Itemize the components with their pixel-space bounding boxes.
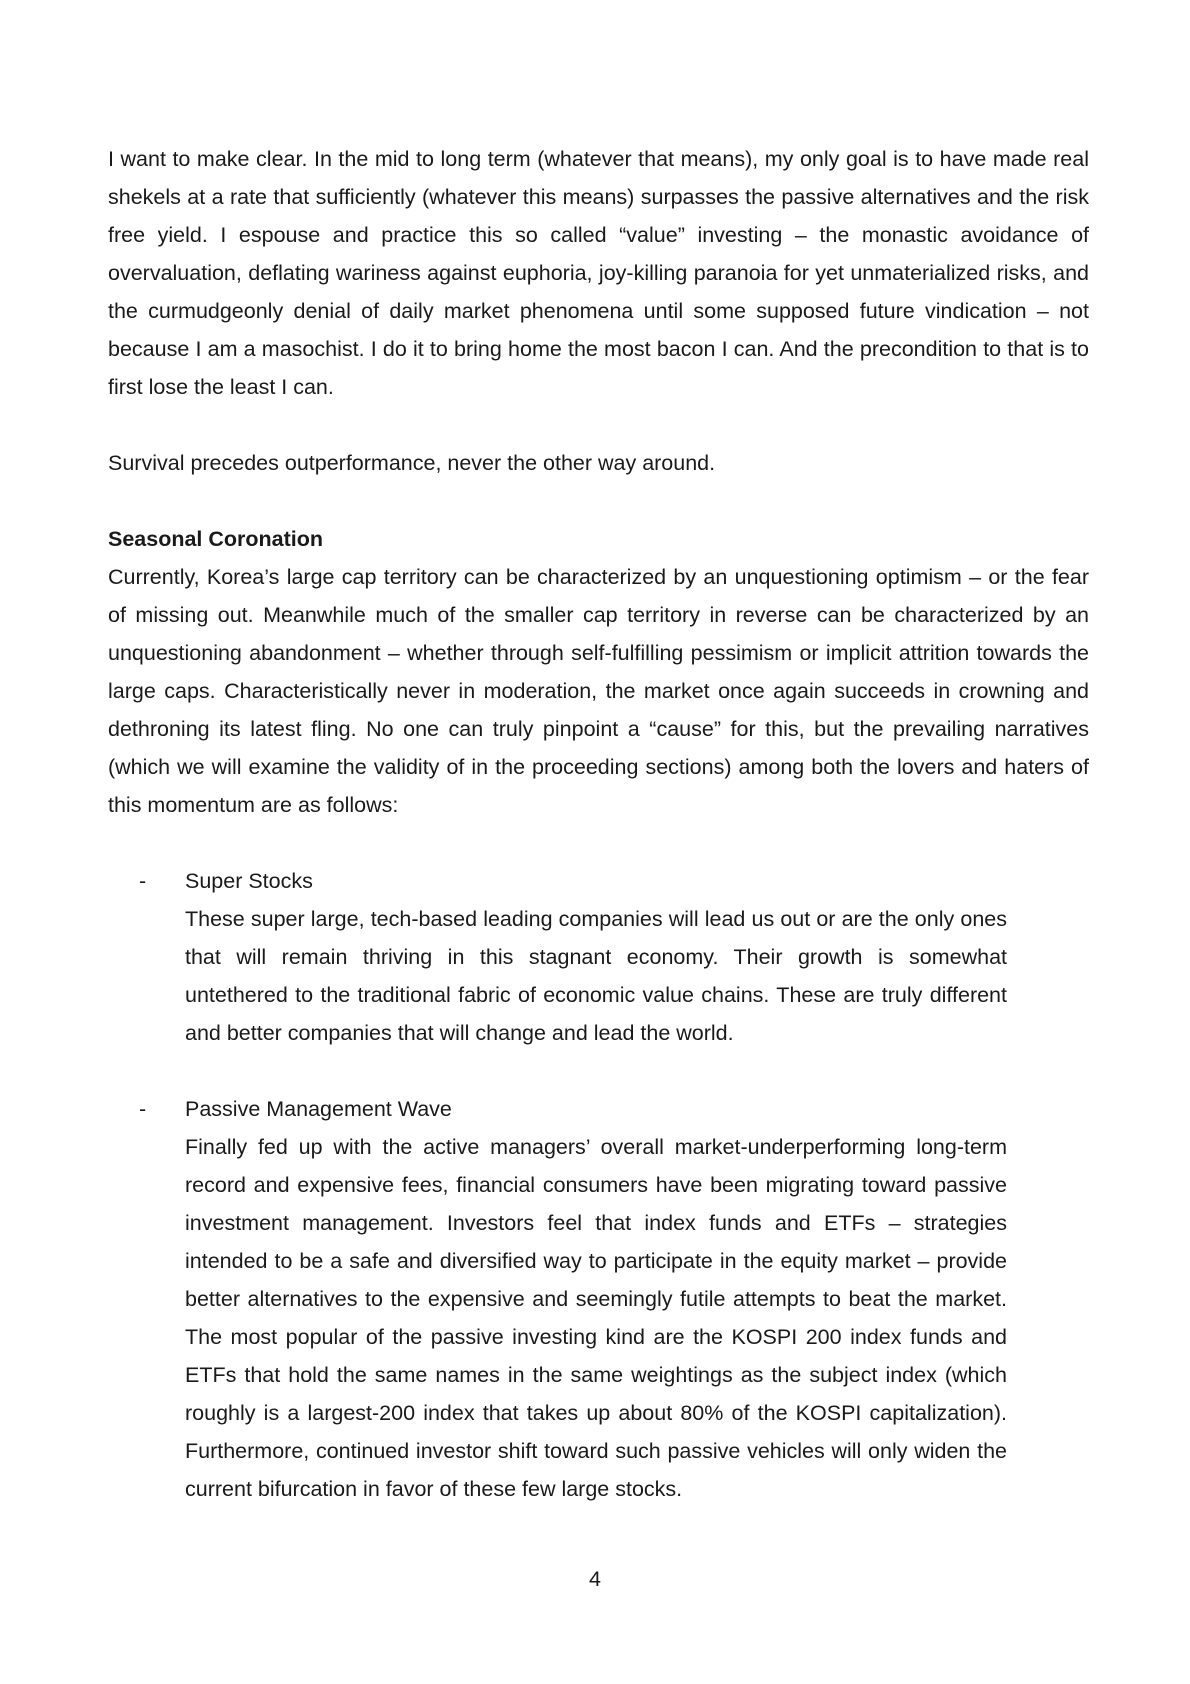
bullet-title: Passive Management Wave	[185, 1097, 452, 1121]
bullet-dash: -	[139, 869, 147, 893]
paragraph-gap	[108, 406, 1089, 444]
bullet-body: These super large, tech-based leading companies will lead us out or are the only ones that will remain thriving in this stagnant economy. Their growth is somewhat untethered to the traditional fabric of economic value chains. These are truly different and better companies that will change and lead the world.	[185, 907, 1007, 1045]
bullet-item-super-stocks	[139, 862, 1007, 1052]
document-page	[108, 140, 1089, 1508]
paragraph-gap	[108, 482, 1089, 520]
survival-paragraph: Survival precedes outperformance, never the other way around.	[108, 451, 716, 475]
paragraph-gap	[108, 1052, 1089, 1090]
page-number: 4	[589, 1567, 601, 1591]
paragraph-gap	[108, 824, 1089, 862]
section-heading: Seasonal Coronation	[108, 527, 324, 551]
bullet-item-passive-management-wave	[139, 1090, 1007, 1508]
bullet-body: Finally fed up with the active managers’ overall market-underperforming long-term record and expensive fees, financial consumers have been migrating toward passive investment management. Investors feel that index funds and ETFs – strategies intended to be a safe and diversified way to participate in the equity market – provide better alternatives to the expensive and seemingly futile attempts to beat the market. The most popular of the passive investing kind are the KOSPI 200 index funds and ETFs that hold the same names in the same weightings as the subject index (which roughly is a largest-200 index that takes up about 80% of the KOSPI capitalization). Furthermore, continued investor shift toward such passive vehicles will only widen the current bifurcation in favor of these few large stocks.	[185, 1135, 1007, 1501]
bullet-title: Super Stocks	[185, 869, 313, 893]
section-body: Currently, Korea’s large cap territory can be characterized by an unquestioning optimism – or the fear of missing out. Meanwhile much of the smaller cap territory in reverse can be characterized by an unquestioning abandonment – whether through self-fulfilling pessimism or implicit attrition towards the large caps. Characteristically never in moderation, the market once again succeeds in crowning and dethroning its latest fling. No one can truly pinpoint a “cause” for this, but the prevailing narratives (which we will examine the validity of in the proceeding sections) among both the lovers and haters of this momentum are as follows:	[108, 565, 1089, 817]
bullet-dash: -	[139, 1097, 147, 1121]
intro-paragraph: I want to make clear. In the mid to long term (whatever that means), my only goal is to have made real shekels at a rate that sufficiently (whatever this means) surpasses the passive alternatives and the risk free yield. I espouse and practice this so called “value” investing – the monastic avoidance of overvaluation, deflating wariness against euphoria, joy-killing paranoia for yet unmaterialized risks, and the curmudgeonly denial of daily market phenomena until some supposed future vindication – not because I am a masochist. I do it to bring home the most bacon I can. And the precondition to that is to first lose the least I can.	[108, 147, 1089, 399]
